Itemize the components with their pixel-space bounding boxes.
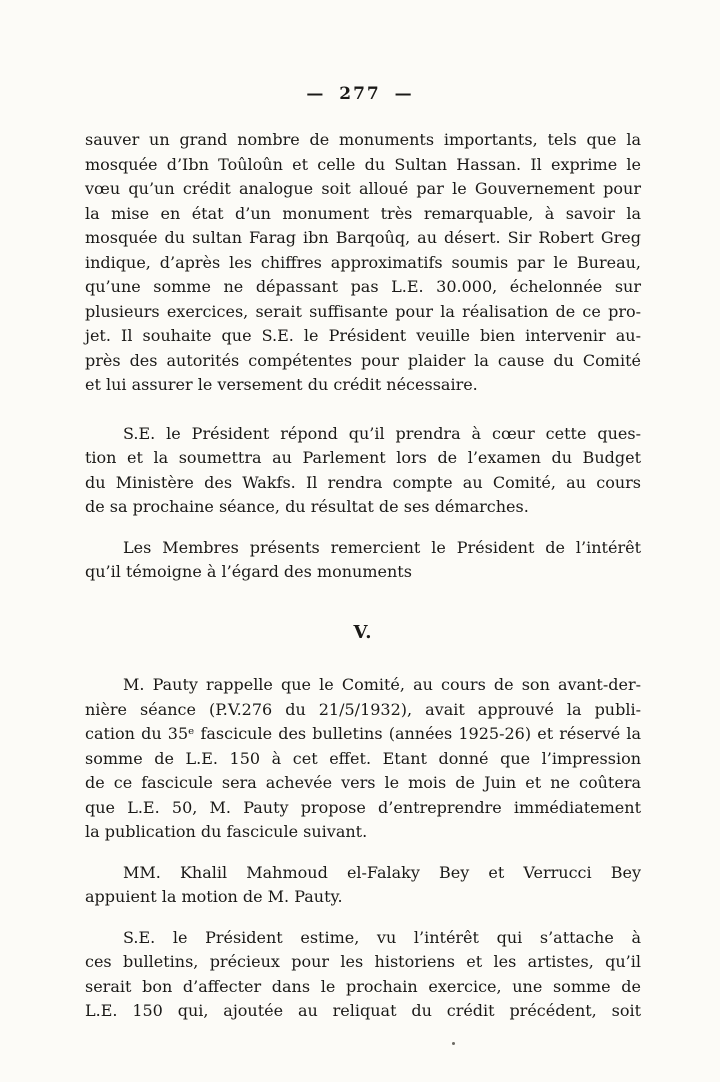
- text-line: mosquée d’Ibn Toûloûn et celle du Sultan Hassan. Il exprime le: [85, 154, 641, 174]
- text-line: indique, d’après les chiffres approximatifs soumis par le Bureau,: [85, 252, 641, 272]
- text-line: ces bulletins, précieux pour les historiens et les artistes, qu’il: [85, 952, 641, 971]
- text-line: M. Pauty rappelle que le Comité, au cours de son avant-der-: [123, 675, 641, 694]
- text-line: près des autorités compétentes pour plaider la cause du Comité: [85, 350, 641, 370]
- text-line: MM. Khalil Mahmoud el-Falaky Bey et Verrucci Bey: [123, 862, 641, 882]
- text-line: S.E. le Président répond qu’il prendra à cœur cette ques-: [123, 423, 641, 443]
- text-line: la mise en état d’un monument très remarquable, à savoir la: [85, 203, 641, 223]
- text-line: plusieurs exercices, serait suffisante pour la réalisation de ce pro-: [85, 301, 641, 321]
- text-line: mosquée du sultan Farag ibn Barqoûq, au désert. Sir Robert Greg: [85, 228, 641, 247]
- text-line: la publication du fascicule suivant.: [85, 822, 368, 841]
- text-line: tion et la soumettra au Parlement lors de l’examen du Budget: [85, 448, 641, 467]
- text-line: Les Membres présents remercient le Président de l’intérêt: [123, 537, 641, 557]
- section-heading: V.: [353, 621, 373, 643]
- text-line: que L.E. 50, M. Pauty propose d’entreprendre immédiatement: [85, 797, 641, 817]
- text-line: du Ministère des Wakfs. Il rendra compte au Comité, au cours: [85, 472, 641, 492]
- text-line: L.E. 150 qui, ajoutée au reliquat du crédit précédent, soit: [85, 1001, 641, 1020]
- text-line: sauver un grand nombre de monuments importants, tels que la: [85, 130, 641, 149]
- page-number: — 277 —: [306, 84, 414, 104]
- text-line: jet. Il souhaite que S.E. le Président veuille bien intervenir au-: [85, 326, 641, 345]
- text-line: appuient la motion de M. Pauty.: [85, 887, 343, 906]
- text-line: de sa prochaine séance, du résultat de ses démarches.: [85, 497, 529, 516]
- text-line: somme de L.E. 150 à cet effet. Etant donné que l’impression: [85, 748, 641, 768]
- text-line: et lui assurer le versement du crédit nécessaire.: [85, 375, 478, 394]
- text-block: [85, 128, 641, 1040]
- text-line: vœu qu’un crédit analogue soit alloué par le Gouvernement pour: [85, 179, 641, 198]
- text-line: qu’une somme ne dépassant pas L.E. 30.000, échelonnée sur: [85, 277, 641, 296]
- text-line: de ce fascicule sera achevée vers le mois de Juin et ne coûtera: [85, 773, 641, 792]
- text-line: qu’il témoigne à l’égard des monuments: [85, 562, 412, 581]
- text-line: cation du 35ᵉ fascicule des bulletins (années 1925-26) et réservé la: [85, 724, 641, 743]
- text-line: serait bon d’affecter dans le prochain exercice, une somme de: [85, 976, 641, 996]
- text-line: nière séance (P.V.276 du 21/5/1932), avait approuvé la publi-: [85, 699, 641, 719]
- text-line: S.E. le Président estime, vu l’intérêt qui s’attache à: [123, 927, 641, 947]
- scan-speck: [452, 1042, 455, 1045]
